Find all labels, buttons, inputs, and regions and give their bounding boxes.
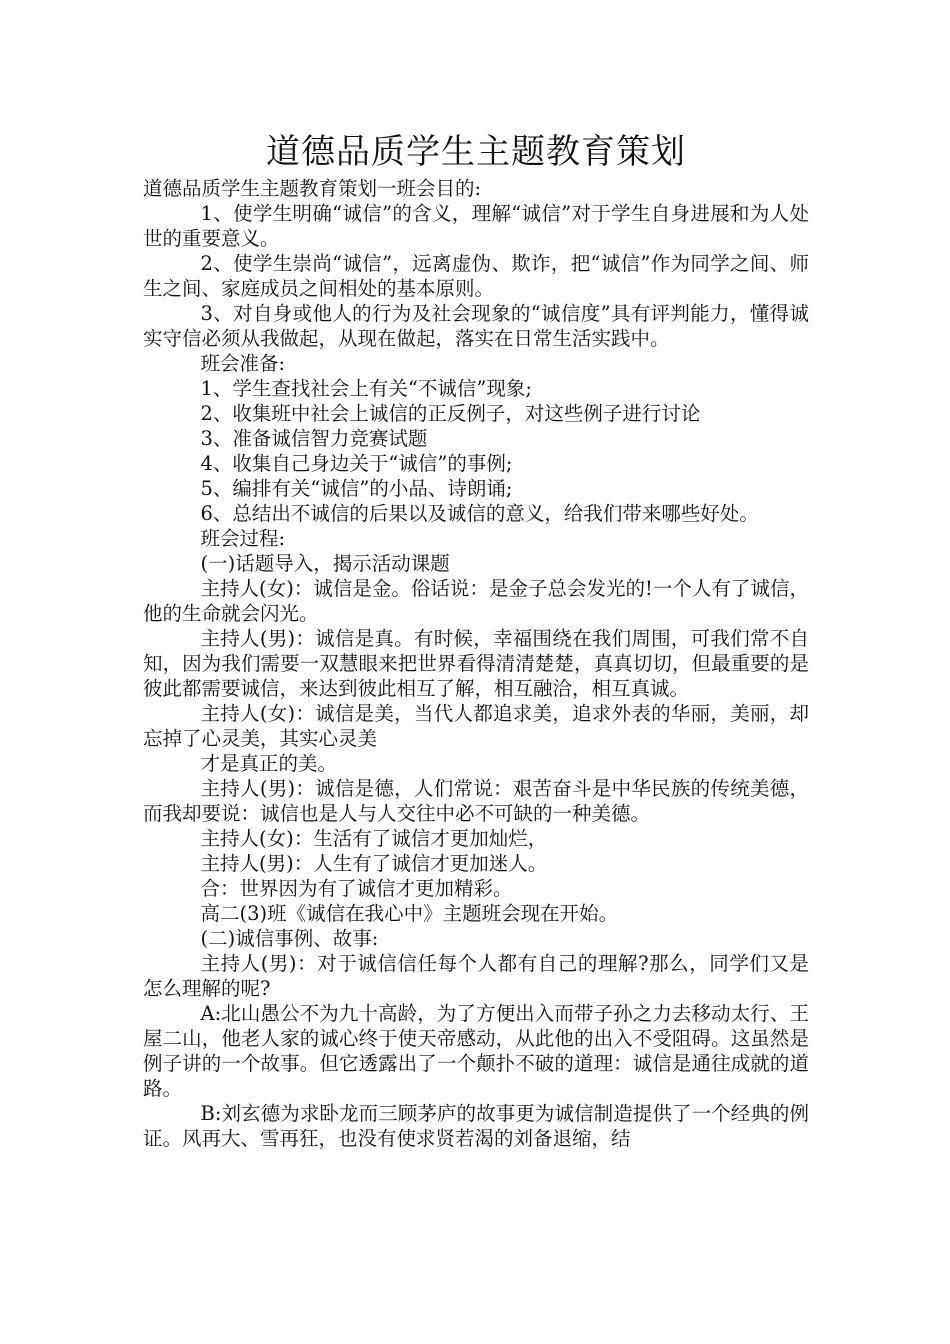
body-paragraph: A:北山愚公不为九十高龄，为了方便出入而带子孙之力去移动太行、王屋二山，他老人家的诚心终于使天帝感动，从此他的出入不受阻碍。这虽然是例子讲的一个故事。但它透露出了一个颠扑不破的道理：诚信是通往成就的道路。 — [143, 1002, 809, 1100]
body-paragraph: 班会准备: — [200, 352, 286, 375]
body-paragraph: (二)诚信事例、故事: — [200, 927, 379, 950]
body-paragraph: 主持人(女)：诚信是金。俗话说：是金子总会发光的!一个人有了诚信，他的生命就会闪光。 — [143, 577, 809, 625]
body-paragraph: 2、收集班中社会上诚信的正反例子，对这些例子进行讨论 — [200, 402, 701, 425]
body-paragraph: 3、准备诚信智力竞赛试题 — [200, 427, 428, 450]
body-paragraph: B:刘玄德为求卧龙而三顾茅庐的故事更为诚信制造提供了一个经典的例证。风再大、雪再狂，也没有使求贤若渴的刘备退缩，结 — [143, 1102, 809, 1150]
document-title: 道德品质学生主题教育策划 — [266, 132, 686, 172]
document-page — [143, 130, 809, 1151]
body-paragraph: 1、学生查找社会上有关“不诚信”现象; — [200, 377, 532, 400]
body-paragraph: 主持人(女)：诚信是美，当代人都追求美，追求外表的华丽，美丽，却忘掉了心灵美，其实心灵美 — [143, 702, 809, 750]
body-paragraph: 道德品质学生主题教育策划一班会目的: — [143, 177, 482, 200]
body-paragraph: 班会过程: — [200, 527, 286, 550]
body-paragraph: 才是真正的美。 — [200, 752, 338, 775]
body-paragraph: 3、对自身或他人的行为及社会现象的“诚信度”具有评判能力，懂得诚实守信必须从我做起，从现在做起，落实在日常生活实践中。 — [143, 302, 809, 350]
body-paragraph: (一)话题导入，揭示活动课题 — [200, 552, 450, 575]
body-paragraph: 1、使学生明确“诚信”的含义，理解“诚信”对于学生自身进展和为人处世的重要意义。 — [143, 202, 809, 250]
body-paragraph: 主持人(男)：人生有了诚信才更加迷人。 — [200, 852, 548, 875]
body-paragraph: 主持人(男)：对于诚信信任每个人都有自己的理解?那么，同学们又是怎么理解的呢? — [143, 952, 809, 1000]
body-paragraph: 6、总结出不诚信的后果以及诚信的意义，给我们带来哪些好处。 — [200, 502, 759, 525]
body-paragraph: 合：世界因为有了诚信才更加精彩。 — [200, 877, 513, 900]
body-paragraph: 主持人(女)：生活有了诚信才更加灿烂， — [200, 827, 548, 850]
body-paragraph: 5、编排有关“诚信”的小品、诗朗诵; — [200, 477, 513, 500]
body-paragraph: 高二(3)班《诚信在我心中》主题班会现在开始。 — [200, 902, 619, 925]
body-paragraph: 2、使学生崇尚“诚信”，远离虚伪、欺诈，把“诚信”作为同学之间、师生之间、家庭成员之间相处的基本原则。 — [143, 252, 809, 300]
body-paragraph: 主持人(男)：诚信是真。有时候，幸福围绕在我们周围，可我们常不自知，因为我们需要一双慧眼来把世界看得清清楚楚，真真切切，但最重要的是彼此都需要诚信，来达到彼此相互了解，相互融洽，相互真诚。 — [143, 627, 809, 700]
body-paragraph: 4、收集自己身边关于“诚信”的事例; — [200, 452, 513, 475]
document-body — [143, 176, 809, 1151]
body-paragraph: 主持人(男)：诚信是德，人们常说：艰苦奋斗是中华民族的传统美德，而我却要说：诚信也是人与人交往中必不可缺的一种美德。 — [143, 777, 809, 825]
